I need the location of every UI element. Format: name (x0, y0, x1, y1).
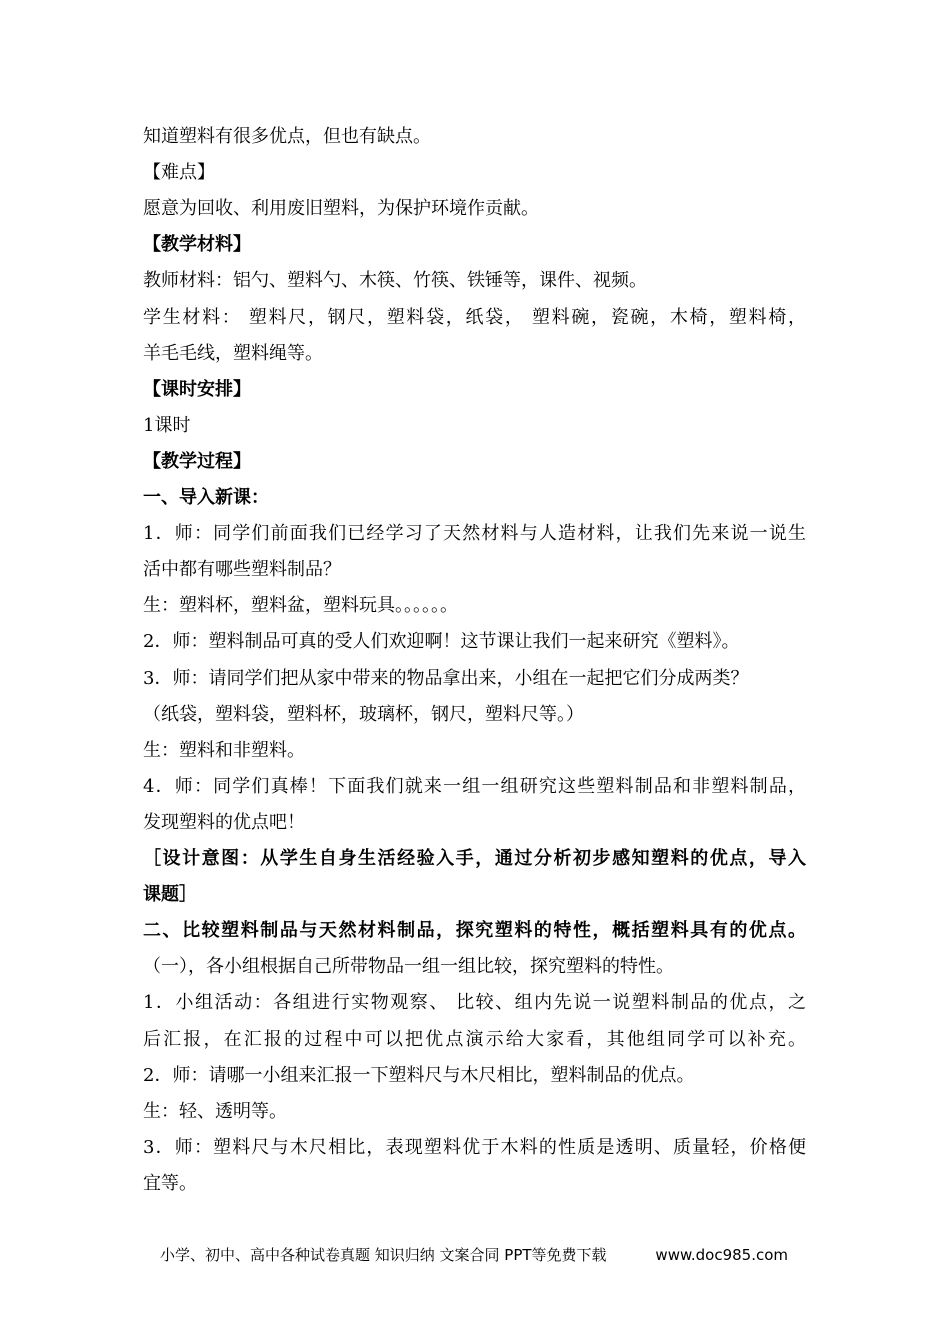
paragraph-line: 1．师：同学们前面我们已经学习了天然材料与人造材料，让我们先来说一说生 (143, 523, 806, 545)
paragraph-line: 3．师：塑料尺与木尺相比，表现塑料优于木料的性质是透明、质量轻，价格便 (143, 1136, 806, 1158)
paragraph-line: 活中都有哪些塑料制品？ (143, 559, 341, 581)
page-footer (160, 1244, 788, 1266)
paragraph-line: 3．师：请同学们把从家中带来的物品拿出来，小组在一起把它们分成两类？ (143, 667, 749, 689)
paragraph-line: 1课时 (143, 414, 191, 436)
section-heading: 【教学过程】 (143, 450, 251, 472)
paragraph-line: 4．师：同学们真棒！下面我们就来一组一组研究这些塑料制品和非塑料制品， (143, 775, 806, 797)
section-heading: ［设计意图：从学生自身生活经验入手，通过分析初步感知塑料的优点，导入 (143, 848, 806, 869)
paragraph-line: 羊毛毛线，塑料绳等。 (143, 342, 323, 364)
footer-url[interactable]: www.doc985.com (655, 1246, 788, 1264)
paragraph-line: （一），各小组根据自己所带物品一组一组比较，探究塑料的特性。 (143, 956, 674, 978)
paragraph-line: （纸袋，塑料袋，塑料杯，玻璃杯，钢尺，塑料尺等。） (143, 703, 584, 725)
section-heading: 【课时安排】 (143, 378, 251, 400)
section-heading: 二、比较塑料制品与天然材料制品，探究塑料的特性，概括塑料具有的优点。 (143, 920, 806, 942)
paragraph-line: 1．小组活动：各组进行实物观察、 比较、组内先说一说塑料制品的优点，之 (143, 992, 806, 1014)
paragraph-line: 生：塑料和非塑料。 (143, 739, 305, 761)
paragraph-line: 【难点】 (143, 162, 215, 184)
footer-text: 小学、初中、高中各种试卷真题 知识归纳 文案合同 PPT等免费下载 (160, 1246, 607, 1264)
section-heading: 【教学材料】 (143, 234, 251, 256)
paragraph-line: 2．师：塑料制品可真的受人们欢迎啊！这节课让我们一起来研究《塑料》。 (143, 631, 740, 653)
paragraph-line: 教师材料：铝勺、塑料勺、木筷、竹筷、铁锤等，课件、视频。 (143, 270, 647, 292)
paragraph-line: 愿意为回收、利用废旧塑料，为保护环境作贡献。 (143, 198, 539, 220)
paragraph-line: 知道塑料有很多优点，但也有缺点。 (143, 126, 431, 147)
section-heading: 课题］ (143, 884, 197, 906)
paragraph-line: 宜等。 (143, 1172, 197, 1194)
paragraph-line: 2．师：请哪一小组来汇报一下塑料尺与木尺相比，塑料制品的优点。 (143, 1064, 695, 1086)
paragraph-line: 后汇报，在汇报的过程中可以把优点演示给大家看，其他组同学可以补充。 (143, 1028, 806, 1050)
paragraph-line: 发现塑料的优点吧！ (143, 811, 305, 833)
paragraph-line: 生：塑料杯，塑料盆，塑料玩具。。。。。。 (143, 595, 458, 617)
section-heading: 一、导入新课： (143, 487, 269, 508)
paragraph-line: 学生材料： 塑料尺，钢尺，塑料袋，纸袋， 塑料碗，瓷碗，木椅，塑料椅， (143, 306, 806, 328)
paragraph-line: 生：轻、透明等。 (143, 1100, 287, 1122)
